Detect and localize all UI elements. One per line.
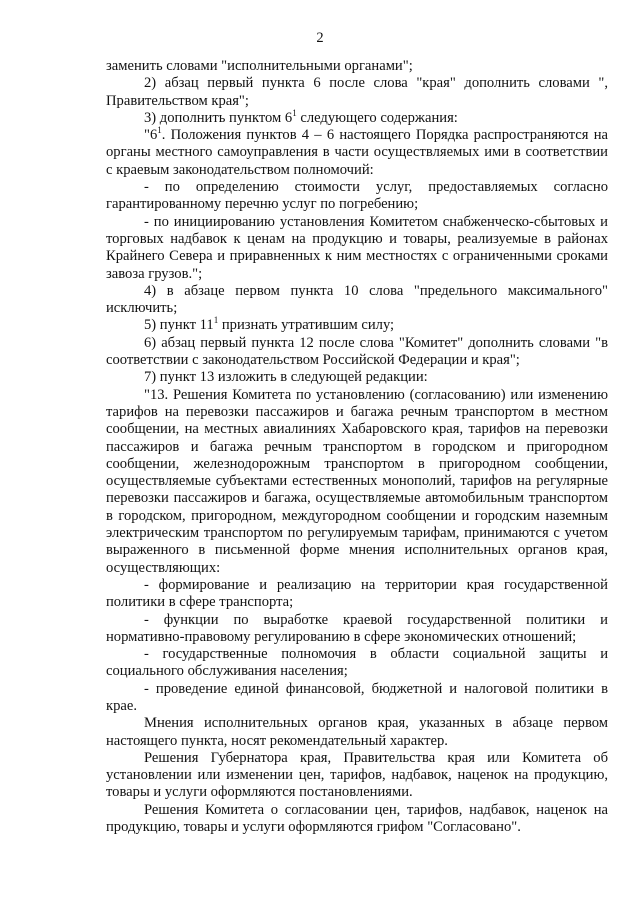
paragraph: 3) дополнить пунктом $6^1$ следующего содержания: bbox=[144, 108, 458, 126]
paragraph: 7) пункт 13 изложить в следующей редакции: bbox=[144, 369, 428, 386]
paragraph: - государственные полномочия в области социальной защиты и социального обслуживания населения; bbox=[106, 646, 608, 680]
paragraph: Решения Комитета о согласовании цен, тарифов, надбавок, наценок на продукцию, товары и услуги оформляются грифом "Согласовано". bbox=[106, 801, 608, 836]
paragraph: 4) в абзаце первом пункта 10 слова "предельного максимального" исключить; bbox=[106, 282, 608, 317]
paragraph: 2) абзац первый пункта 6 после слова "края" дополнить словами ", Правительством края"; bbox=[106, 75, 608, 109]
paragraph: - проведение единой финансовой, бюджетной и налоговой политики в крае. bbox=[106, 680, 608, 714]
paragraph: - функции по выработке краевой государственной политики и нормативно-правовому регулированию в сфере экономических отношений; bbox=[106, 611, 608, 645]
paragraph: "$6^1$. Положения пунктов 4 – 6 настоящего Порядка распространяются на органы местного самоуправления в части осуществляемых ими в соответствии с краевым законодательством полномочий: bbox=[106, 125, 608, 178]
superscript: 1 bbox=[292, 108, 297, 119]
paragraph: заменить словами "исполнительными органами"; bbox=[106, 58, 413, 74]
superscript: 1 bbox=[213, 315, 219, 326]
document-body bbox=[106, 58, 608, 836]
paragraph: - формирование и реализацию на территории края государственной политики в сфере транспорта; bbox=[106, 576, 608, 611]
paragraph: Решения Губернатора края, Правительства края или Комитета об установлении или изменении цен, тарифов, надбавок, наценок на продукцию, товары и услуги оформляются постановлениями. bbox=[106, 749, 608, 801]
paragraph: "13. Решения Комитета по установлению (согласованию) или изменению тарифов на перевозки пассажиров и багажа речным транспортом в местном сообщении, на местных авиалиниях Хабаровского края, тарифов на перевозки пассажиров и багажа речным транспортом в городском и пригородном сообщении, железнодорожным транспортом в пригородном сообщении, осуществляемые субъектами естественных монополий, тарифов на регулярные перевозки пассажиров и багажа, осуществляемые автомобильным транспортом в городском, пригородном, междугородном сообщении и городским наземным электрическим транспортом по регулируемым тарифам, принимаются с учетом выраженного в письменной форме мнения исполнительных органов края, осуществляющих: bbox=[106, 386, 608, 576]
paragraph: - по инициированию установления Комитетом снабженческо-сбытовых и торговых надбавок к ценам на продукцию и товары, реализуемые в районах Крайнего Севера и приравненных к ним местностях с ограниченными сроками завоза грузов."; bbox=[106, 213, 608, 282]
paragraph: Мнения исполнительных органов края, указанных в абзаце первом настоящего пункта, носят рекомендательный характер. bbox=[106, 715, 608, 749]
superscript: 1 bbox=[157, 125, 162, 136]
paragraph: 5) пункт $11^1$ признать утратившим силу; bbox=[144, 315, 395, 334]
page-number: 2 bbox=[316, 30, 324, 46]
paragraph: 6) абзац первый пункта 12 после слова "Комитет" дополнить словами "в соответствии с законодательством Российской Федерации и края"; bbox=[106, 334, 608, 369]
paragraph: - по определению стоимости услуг, предоставляемых согласно гарантированному перечню услуг по погребению; bbox=[106, 179, 608, 213]
